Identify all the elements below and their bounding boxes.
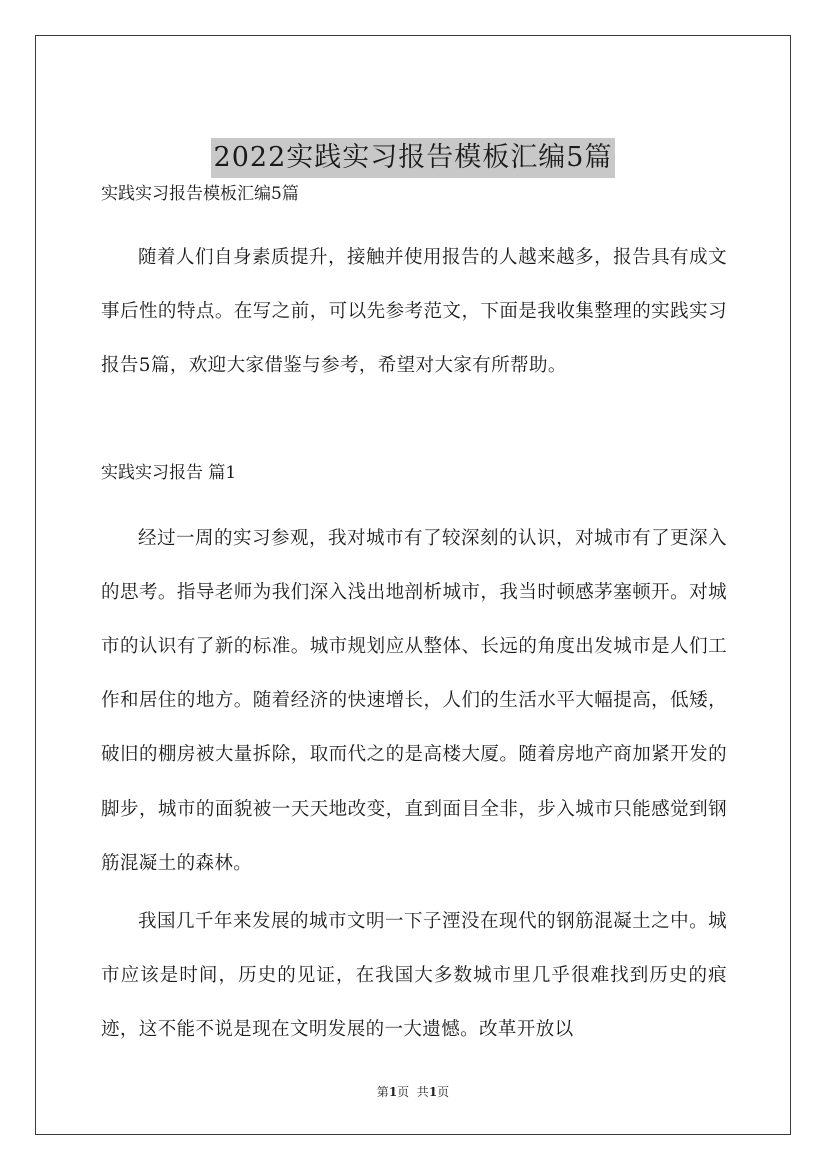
page-footer [36, 1084, 790, 1100]
page-number-middle: 页 共 [397, 1085, 429, 1099]
page-number-total: 1 [428, 1085, 438, 1099]
document-subtitle: 实践实习报告模板汇编5篇 [101, 184, 299, 204]
page-number-suffix: 页 [437, 1085, 450, 1099]
section-heading: 实践实习报告 篇1 [101, 462, 237, 483]
page-frame [35, 35, 791, 1135]
document-body [101, 175, 727, 1058]
document-title-text: 2022实践实习报告模板汇编5篇 [211, 138, 616, 178]
body-paragraph: 经过一周的实习参观，我对城市有了较深刻的认识，对城市有了更深入的思考。指导老师为我们深入浅出地剖析城市，我当时顿感茅塞顿开。对城市的认识有了新的标准。城市规划应从整体、长远的角度出发城市是人们工作和居住的地方。随着经济的快速增长，人们的生活水平大幅提高，低矮，破旧的棚房被大量拆除，取而代之的是高楼大厦。随着房地产商加紧开发的脚步，城市的面貌被一天天地改变，直到面目全非，步入城市只能感觉到钢筋混凝土的森林。 [101, 527, 727, 874]
body-paragraph: 我国几千年来发展的城市文明一下子湮没在现代的钢筋混凝土之中。城市应该是时间，历史的见证，在我国大多数城市里几乎很难找到历史的痕迹，这不能不说是现在文明发展的一大遗憾。改革开放以 [101, 911, 727, 1041]
page-number-current: 1 [388, 1085, 398, 1099]
page-number-prefix: 第 [376, 1085, 389, 1099]
intro-paragraph: 随着人们自身素质提升，接触并使用报告的人越来越多，报告具有成文事后性的特点。在写之前，可以先参考范文，下面是我收集整理的实践实习报告5篇，欢迎大家借鉴与参考，希望对大家有所帮助。 [101, 247, 727, 377]
document-title [36, 136, 790, 178]
